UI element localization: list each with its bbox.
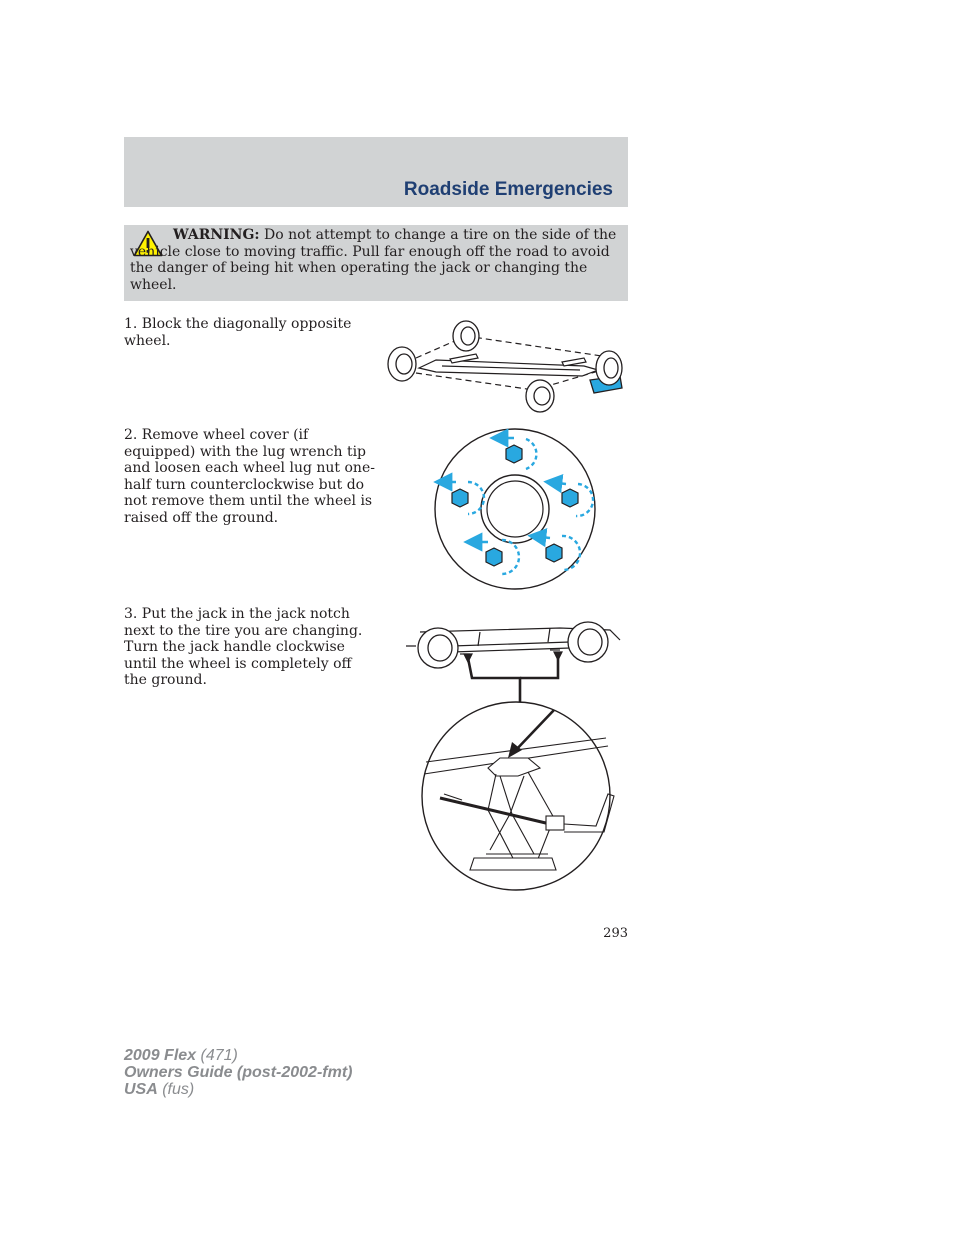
footer-market-code: (fus)	[157, 1081, 195, 1098]
step-2-text: 2. Remove wheel cover (if equipped) with the lug wrench tip and loosen each wheel lug nut one-half turn counterclockwise but do not remove them until the wheel is raised off the ground.	[124, 427, 375, 526]
step-3-text: 3. Put the jack in the jack notch next to the tire you are changing. Turn the jack handle clockwise until the wheel is completely off the ground.	[124, 606, 363, 688]
footer-line-2	[124, 1064, 352, 1081]
footer-line-3	[124, 1081, 352, 1098]
warning-label: WARNING:	[173, 227, 260, 243]
footer-line-1	[124, 1047, 352, 1064]
section-header	[124, 137, 628, 207]
footer-model: 2009 Flex	[124, 1047, 197, 1064]
step-1-text: 1. Block the diagonally opposite wheel.	[124, 316, 352, 349]
footer-guide: Owners Guide (post-2002-fmt)	[124, 1064, 353, 1081]
warning-body: Do not attempt to change a tire on the side of the vehicle close to moving traffic. Pull far enough off the road to avoid the danger of being hit when operating the jack or changing the wheel.	[130, 227, 617, 293]
footer-document-info	[124, 1047, 352, 1098]
footer-market: USA	[124, 1081, 158, 1098]
jack-notch-illustration	[400, 618, 624, 896]
footer-model-code: (471)	[196, 1047, 238, 1064]
section-title: Roadside Emergencies	[403, 179, 613, 200]
lug-nut-wheel-illustration	[430, 426, 600, 592]
block-wheel-illustration	[384, 318, 630, 414]
warning-text	[130, 227, 618, 293]
page-number: 293	[603, 926, 628, 941]
warning-box	[124, 225, 628, 301]
